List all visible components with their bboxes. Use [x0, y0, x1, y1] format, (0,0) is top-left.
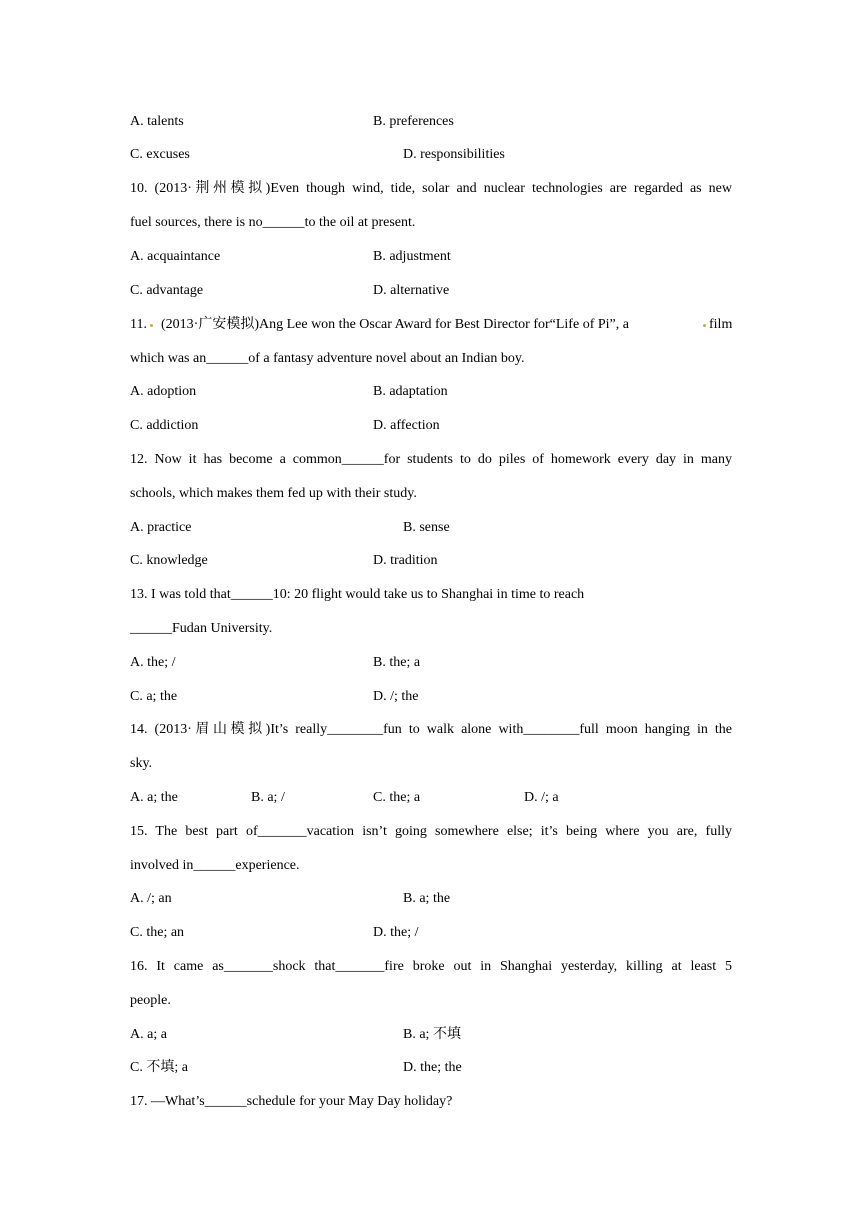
- q11-stem-line-1-end: [700, 315, 732, 335]
- q16-stem-line-2: people.: [130, 993, 171, 1008]
- q15-option-d: D. the; /: [373, 925, 419, 940]
- q11-stem-line-2: which was an______of a fantasy adventure novel about an Indian boy.: [130, 351, 525, 366]
- q11-stem-end-text: film: [709, 317, 733, 332]
- q11-option-a: A. adoption: [130, 384, 197, 399]
- q10-stem-line-2: fuel sources, there is no______to the oil at present.: [130, 215, 416, 230]
- q10-option-d: D. alternative: [373, 283, 450, 298]
- q13-stem-line-1: 13. I was told that______10: 20 flight would take us to Shanghai in time to reach: [130, 587, 585, 602]
- q17-stem-line-1: 17. —What’s______schedule for your May Day holiday?: [130, 1094, 453, 1109]
- q16-option-d: D. the; the: [403, 1060, 462, 1075]
- q15-option-a: A. /; an: [130, 891, 172, 906]
- q16-option-b: B. a; 不填: [403, 1027, 461, 1042]
- q11-option-d: D. affection: [373, 418, 440, 433]
- q12-option-c: C. knowledge: [130, 553, 208, 568]
- q10-option-b: B. adjustment: [373, 249, 451, 264]
- q9-option-a: A. talents: [130, 114, 184, 129]
- q11-stem-line-1: (2013·广安模拟)Ang Lee won the Oscar Award for Best Director for“Life of Pi”, a: [161, 317, 629, 332]
- q9-option-d: D. responsibilities: [403, 147, 505, 162]
- q12-option-d: D. tradition: [373, 553, 438, 568]
- q14-option-d: D. /; a: [524, 790, 559, 805]
- q9-option-c: C. excuses: [130, 147, 190, 162]
- q11-number-text: 11.: [130, 317, 147, 332]
- q12-option-a: A. practice: [130, 520, 192, 535]
- q10-option-a: A. acquaintance: [130, 249, 221, 264]
- q15-stem-line-2: involved in______experience.: [130, 858, 300, 873]
- q13-stem-line-2: ______Fudan University.: [130, 621, 273, 636]
- q14-option-a: A. a; the: [130, 790, 178, 805]
- q14-stem-line-1: 14. (2013·眉山模拟)It’s really________fun to walk alone with________full moon hanging in the: [130, 722, 732, 737]
- q13-option-a: A. the; /: [130, 655, 176, 670]
- q15-stem-line-1: 15. The best part of_______vacation isn’t going somewhere else; it’s being where you are, fully: [130, 824, 732, 839]
- q15-option-c: C. the; an: [130, 925, 185, 940]
- q14-option-b: B. a; /: [251, 790, 285, 805]
- q12-stem-line-1: 12. Now it has become a common______for students to do piles of homework every day in many: [130, 452, 732, 467]
- q11-number: [130, 315, 156, 335]
- q15-option-b: B. a; the: [403, 891, 451, 906]
- q12-stem-line-2: schools, which makes them fed up with their study.: [130, 486, 417, 501]
- q11-option-c: C. addiction: [130, 418, 199, 433]
- q16-option-a: A. a; a: [130, 1027, 167, 1042]
- q14-option-c: C. the; a: [373, 790, 421, 805]
- q13-option-b: B. the; a: [373, 655, 421, 670]
- q12-option-b: B. sense: [403, 520, 450, 535]
- dot-mark-icon: [703, 324, 706, 327]
- q14-stem-line-2: sky.: [130, 756, 153, 771]
- q10-stem-line-1: 10. (2013·荆州模拟)Even though wind, tide, solar and nuclear technologies are regarded as new: [130, 181, 732, 196]
- q10-option-c: C. advantage: [130, 283, 204, 298]
- q13-option-c: C. a; the: [130, 689, 178, 704]
- q16-option-c: C. 不填; a: [130, 1060, 188, 1075]
- q11-option-b: B. adaptation: [373, 384, 448, 399]
- q16-stem-line-1: 16. It came as_______shock that_______fire broke out in Shanghai yesterday, killing at least 5: [130, 959, 732, 974]
- dot-mark-icon: [150, 324, 153, 327]
- q13-option-d: D. /; the: [373, 689, 419, 704]
- q9-option-b: B. preferences: [373, 114, 454, 129]
